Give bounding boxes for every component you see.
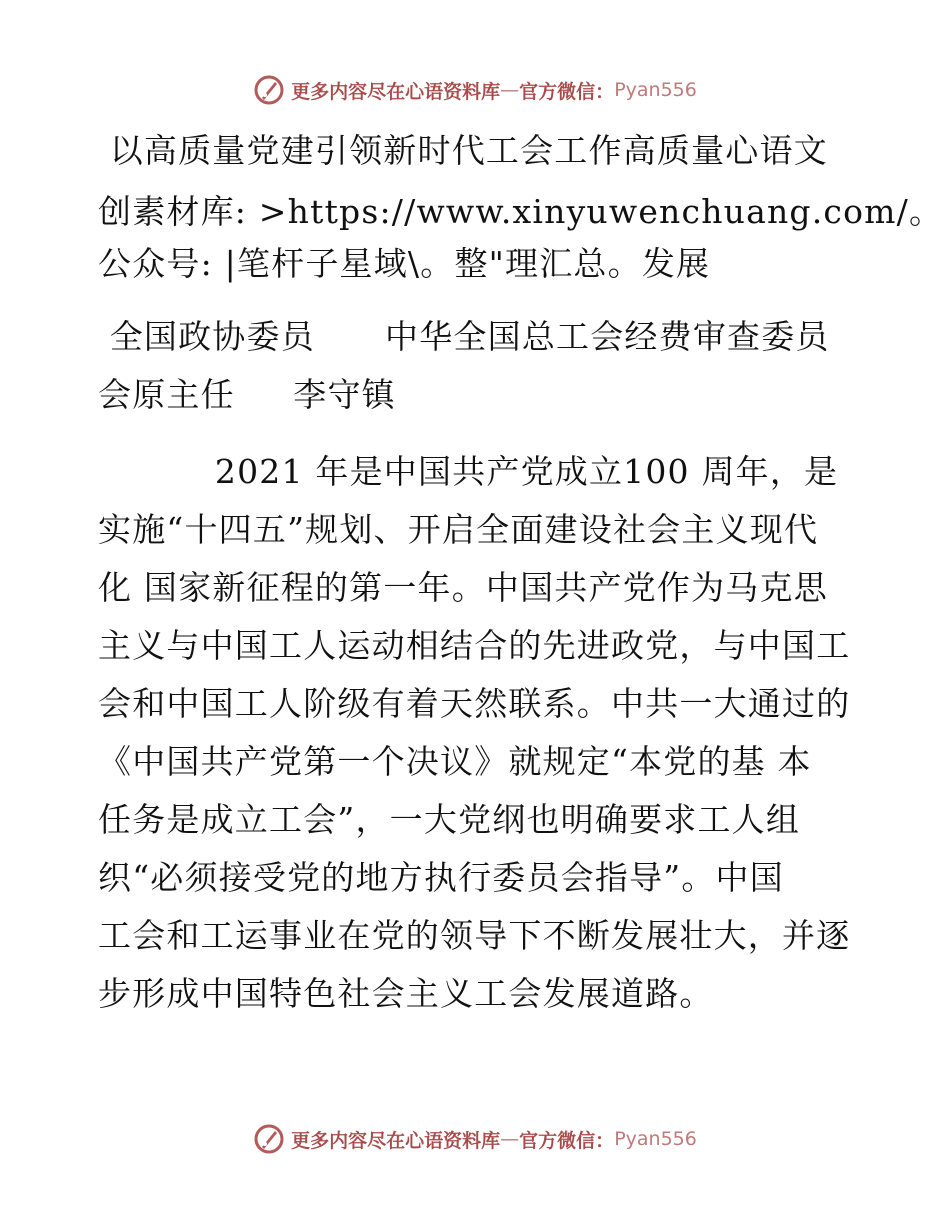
paragraph-line: 织“必须接受党的地方执行委员会指导”。中国: [98, 858, 784, 897]
paragraph-line: 实施“十四五”规划、开启全面建设社会主义现代: [98, 510, 819, 549]
paragraph-line: 工会和工运事业在党的领导下不断发展壮大，并逐: [98, 916, 851, 955]
banner-wechat-id: Pyan556: [614, 79, 697, 101]
author-line: 会原主任 李守镇: [98, 375, 396, 414]
header-banner: [0, 70, 950, 110]
paragraph-line: 主义与中国工人运动相结合的先进政党，与中国工: [98, 626, 851, 665]
author-line: 全国政协委员 中华全国总工会经费审查委员: [98, 317, 830, 356]
banner-dash: —: [500, 1128, 520, 1150]
paragraph-line: 《中国共产党第一个决议》就规定“本党的基 本: [98, 742, 812, 781]
paragraph-line: 任务是成立工会”，一大党纲也明确要求工人组: [98, 800, 801, 839]
source-line: 创素材库: >https://www.xinyuwenchuang.com/。: [98, 192, 944, 231]
quill-logo-icon: [253, 74, 285, 106]
banner-wechat-id: Pyan556: [614, 1128, 697, 1150]
quill-logo-icon: [253, 1123, 285, 1155]
banner-site-text: 更多内容尽在心语资料库: [291, 80, 501, 103]
banner-wechat-text: 官方微信：: [519, 80, 615, 103]
banner-wechat-text: 官方微信：: [519, 1129, 615, 1152]
banner-dash: —: [500, 79, 520, 101]
footer-banner: [0, 1119, 950, 1159]
paragraph-line: 化 国家新征程的第一年。中国共产党作为马克思: [98, 568, 828, 607]
title-line: 以高质量党建引领新时代工会工作高质量心语文: [98, 131, 828, 170]
paragraph-line: 步形成中国特色社会主义工会发展道路。: [98, 974, 714, 1013]
account-line: 公众号: |笔杆子星域\。整"理汇总。发展: [98, 244, 711, 283]
banner-site-text: 更多内容尽在心语资料库: [291, 1129, 501, 1152]
paragraph-line: 会和中国工人阶级有着天然联系。中共一大通过的: [98, 684, 851, 723]
paragraph-line: 2021 年是中国共产党成立100 周年，是: [98, 452, 839, 491]
